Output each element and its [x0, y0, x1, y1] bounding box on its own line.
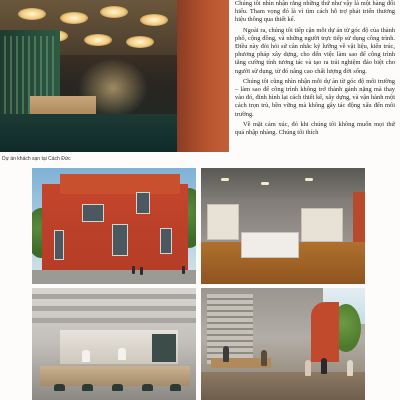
stairs	[207, 294, 253, 364]
photo-caption: Dự án khách sạn tại Cách Đức	[2, 156, 71, 162]
bar-counter	[40, 366, 190, 386]
article-text	[235, 0, 395, 139]
pedestrian	[132, 266, 135, 274]
bar-stool	[142, 384, 153, 391]
brick-arch	[311, 302, 339, 362]
bar-stool	[82, 384, 93, 391]
person	[347, 360, 353, 376]
ceiling-light	[140, 14, 168, 26]
paragraph: Về mặt cảm xúc, đó khi chúng tôi không muốn mọi thứ quá nhập nhàng. Chúng tôi thích	[235, 120, 395, 137]
ceiling-lamp	[305, 178, 313, 181]
window	[160, 228, 172, 254]
bar-stool	[54, 384, 65, 391]
person	[321, 358, 327, 374]
red-building-photo	[32, 168, 196, 284]
bookshelf	[207, 204, 239, 240]
paragraph: Chúng tôi nhìn nhận rằng những thứ như vậy là một hàng đổi hiểu. Tham vọng đó là vì tìm cách hỗ trợ phát triển thương hiệu thông qua thiết kế.	[235, 0, 395, 24]
bookshelf	[301, 208, 343, 242]
person	[261, 350, 267, 366]
ceiling-beam	[32, 294, 196, 299]
street	[32, 270, 196, 284]
cafe-counter-photo	[32, 288, 196, 400]
staff-member	[82, 350, 90, 362]
pedestrian	[182, 266, 185, 274]
ceiling	[201, 168, 365, 198]
ceiling-light	[126, 36, 154, 48]
ceiling-light	[84, 34, 112, 46]
pedestrian	[140, 267, 143, 275]
brick-wall	[353, 192, 365, 242]
bar-stool	[170, 384, 181, 391]
building-top	[60, 174, 180, 194]
library-interior-photo	[201, 168, 365, 284]
ceiling-beam	[32, 306, 196, 311]
ceiling-lamp	[221, 178, 229, 181]
window	[136, 192, 150, 214]
bar-stool	[112, 384, 123, 391]
brick-wall	[177, 0, 229, 152]
window	[82, 204, 104, 222]
window	[112, 224, 128, 256]
hotel-lobby-photo	[0, 0, 229, 152]
courtyard-floor	[201, 372, 365, 400]
ceiling-light	[60, 12, 88, 24]
cabinet	[152, 334, 176, 362]
person	[305, 360, 311, 376]
courtyard-photo	[201, 288, 365, 400]
paragraph: Chúng tôi cũng nhìn nhận mỗi dự án từ góc độ môi trường – làm sao để công trình không trở thành gánh nặng mà thay vào đó, đính hình lại cách thiết kế, xây dựng, và vận hành một cách trọn trù, bền vững mà không gây tác động xấu đến môi trường.	[235, 77, 395, 118]
display-table	[241, 232, 299, 258]
ceiling-beam	[32, 318, 196, 323]
ceiling-light	[18, 8, 46, 20]
staff-member	[118, 348, 126, 360]
ceiling-light	[100, 6, 128, 18]
person	[223, 346, 229, 362]
ceiling-lamp	[261, 182, 269, 185]
paragraph: Ngoài ra, chúng tôi tiếp cận mỗi dự án từ góc độ của thành phố, cộng đồng, và những người trực tiếp sử dụng công trình. Điều này đòi hỏi sử cân nhắc kỹ lưỡng về vật liệu, kiến trúc, phương pháp xây dựng, cho đến việc làm sao để công trình tăng cường tính tương tác và tạo ra trải nghiệm đáo biệt cho người sử dụng, từ đó nâng cao chất lượng đời sống.	[235, 26, 395, 75]
window	[54, 230, 64, 260]
